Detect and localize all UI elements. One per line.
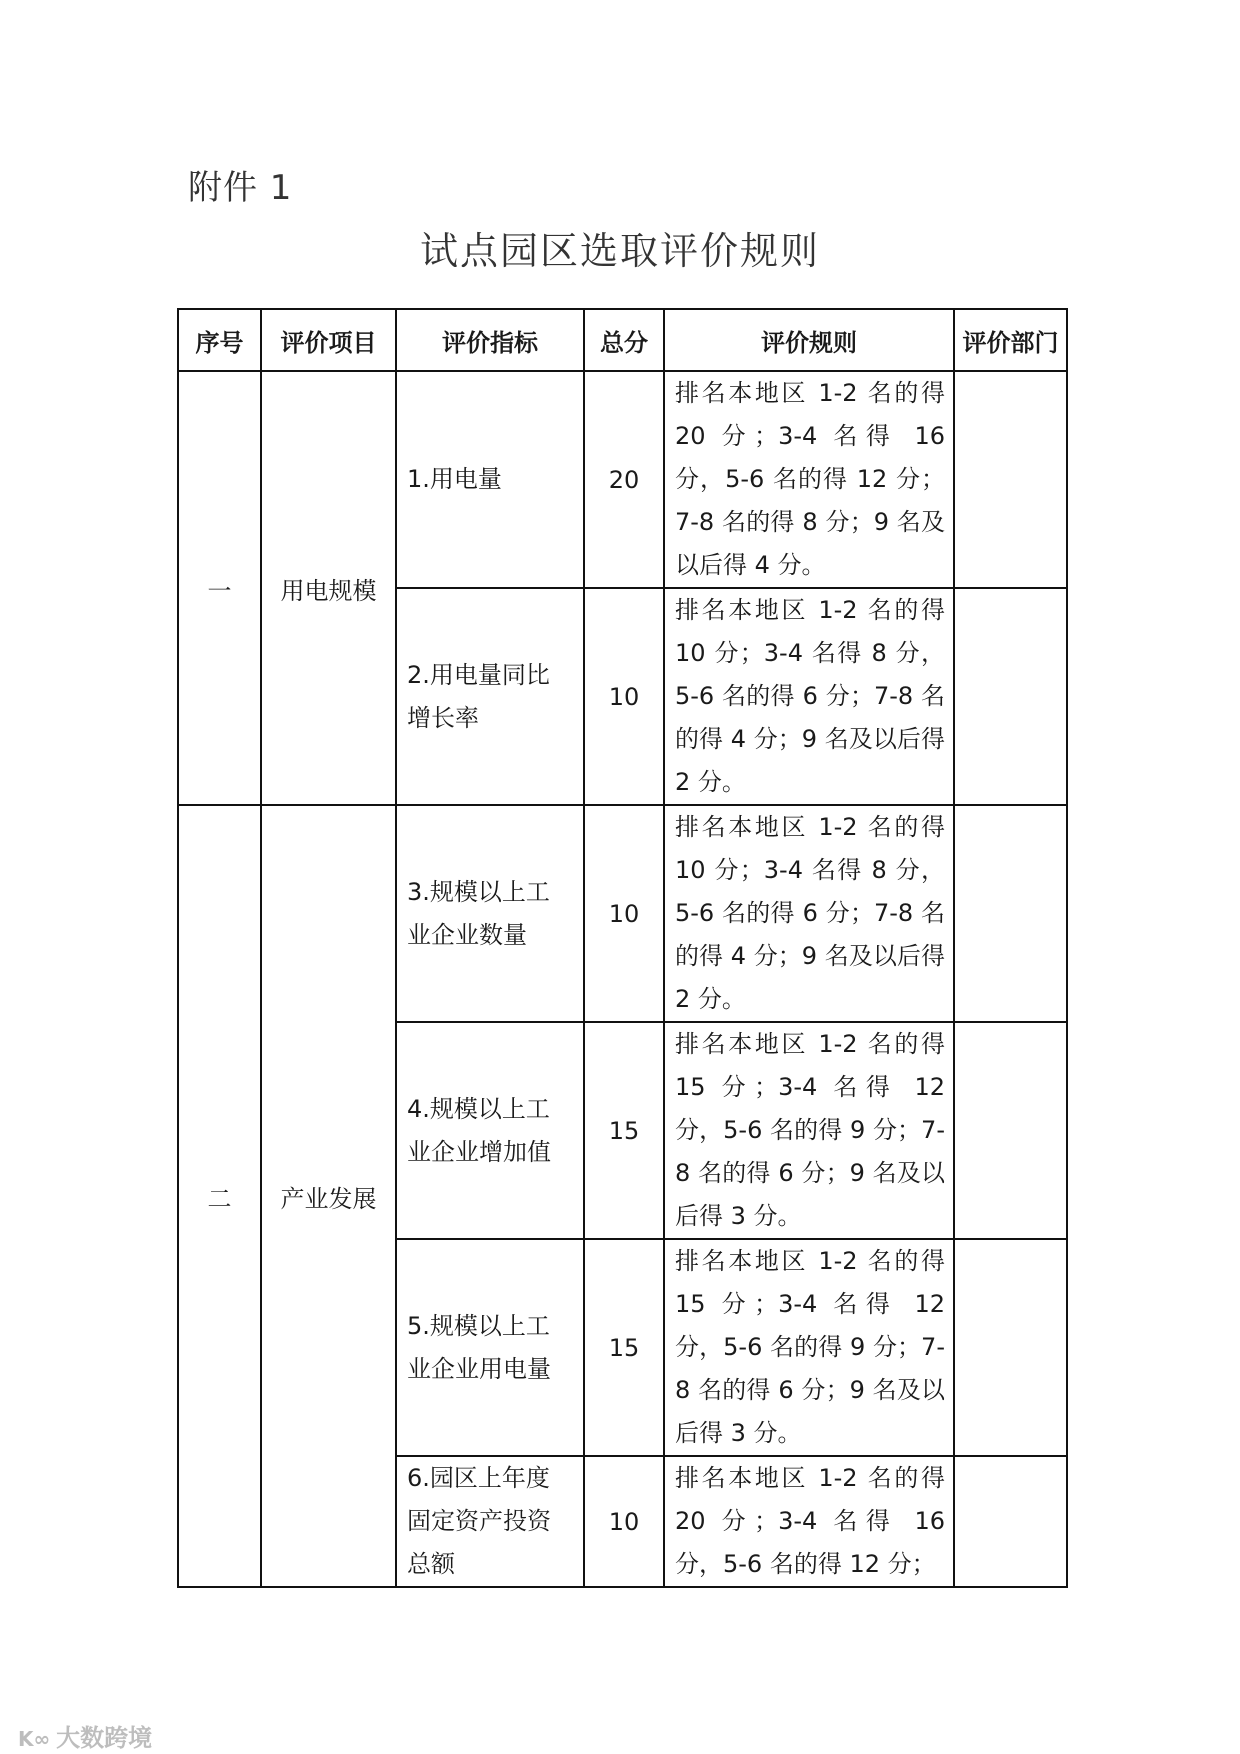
header-dept: 评价部门 bbox=[954, 309, 1067, 371]
indicator-cell: 2.用电量同比增长率 bbox=[396, 588, 584, 805]
rule-cell: 排名本地区 1-2 名的得 10 分；3-4 名得 8 分，5-6 名的得 6 分；7-8 名的得 4 分；9 名及以后得 2 分。 bbox=[664, 588, 954, 805]
dept-cell bbox=[954, 1239, 1067, 1456]
score-cell: 15 bbox=[584, 1022, 664, 1239]
rule-cell: 排名本地区 1-2 名的得 20 分；3-4 名得 16 分，5-6 名的得 12 分； bbox=[664, 1456, 954, 1587]
header-score: 总分 bbox=[584, 309, 664, 371]
indicator-cell: 4.规模以上工业企业增加值 bbox=[396, 1022, 584, 1239]
group-category: 用电规模 bbox=[261, 371, 396, 805]
group-seq: 二 bbox=[178, 805, 261, 1587]
score-cell: 10 bbox=[584, 588, 664, 805]
group-category: 产业发展 bbox=[261, 805, 396, 1587]
evaluation-rules-table bbox=[177, 308, 1068, 1588]
indicator-cell: 1.用电量 bbox=[396, 371, 584, 588]
dept-cell bbox=[954, 1456, 1067, 1587]
watermark bbox=[18, 1718, 152, 1753]
rule-cell: 排名本地区 1-2 名的得 15 分；3-4 名得 12 分，5-6 名的得 9 分；7-8 名的得 6 分；9 名及以后得 3 分。 bbox=[664, 1239, 954, 1456]
header-seq: 序号 bbox=[178, 309, 261, 371]
score-cell: 20 bbox=[584, 371, 664, 588]
group-seq: 一 bbox=[178, 371, 261, 805]
indicator-cell: 3.规模以上工业企业数量 bbox=[396, 805, 584, 1022]
table-header-row bbox=[178, 309, 1067, 371]
rule-cell: 排名本地区 1-2 名的得 15 分；3-4 名得 12 分，5-6 名的得 9 分；7-8 名的得 6 分；9 名及以后得 3 分。 bbox=[664, 1022, 954, 1239]
header-category: 评价项目 bbox=[261, 309, 396, 371]
attachment-label: 附件 1 bbox=[188, 168, 293, 208]
indicator-cell: 6.园区上年度固定资产投资总额 bbox=[396, 1456, 584, 1587]
score-cell: 10 bbox=[584, 805, 664, 1022]
score-cell: 15 bbox=[584, 1239, 664, 1456]
table-row bbox=[178, 805, 1067, 1022]
score-cell: 10 bbox=[584, 1456, 664, 1587]
watermark-text: 大数跨境 bbox=[56, 1724, 153, 1752]
header-indicator: 评价指标 bbox=[396, 309, 584, 371]
rule-cell: 排名本地区 1-2 名的得 10 分；3-4 名得 8 分，5-6 名的得 6 分；7-8 名的得 4 分；9 名及以后得 2 分。 bbox=[664, 805, 954, 1022]
page-title: 试点园区选取评价规则 bbox=[419, 229, 820, 273]
dept-cell bbox=[954, 805, 1067, 1022]
header-rule: 评价规则 bbox=[664, 309, 954, 371]
table-row bbox=[178, 371, 1067, 588]
dept-cell bbox=[954, 1022, 1067, 1239]
indicator-cell: 5.规模以上工业企业用电量 bbox=[396, 1239, 584, 1456]
dept-cell bbox=[954, 371, 1067, 588]
rule-cell: 排名本地区 1-2 名的得 20 分；3-4 名得 16 分，5-6 名的得 12 分；7-8 名的得 8 分；9 名及以后得 4 分。 bbox=[664, 371, 954, 588]
dept-cell bbox=[954, 588, 1067, 805]
watermark-logo-icon: K∞ bbox=[18, 1727, 51, 1751]
